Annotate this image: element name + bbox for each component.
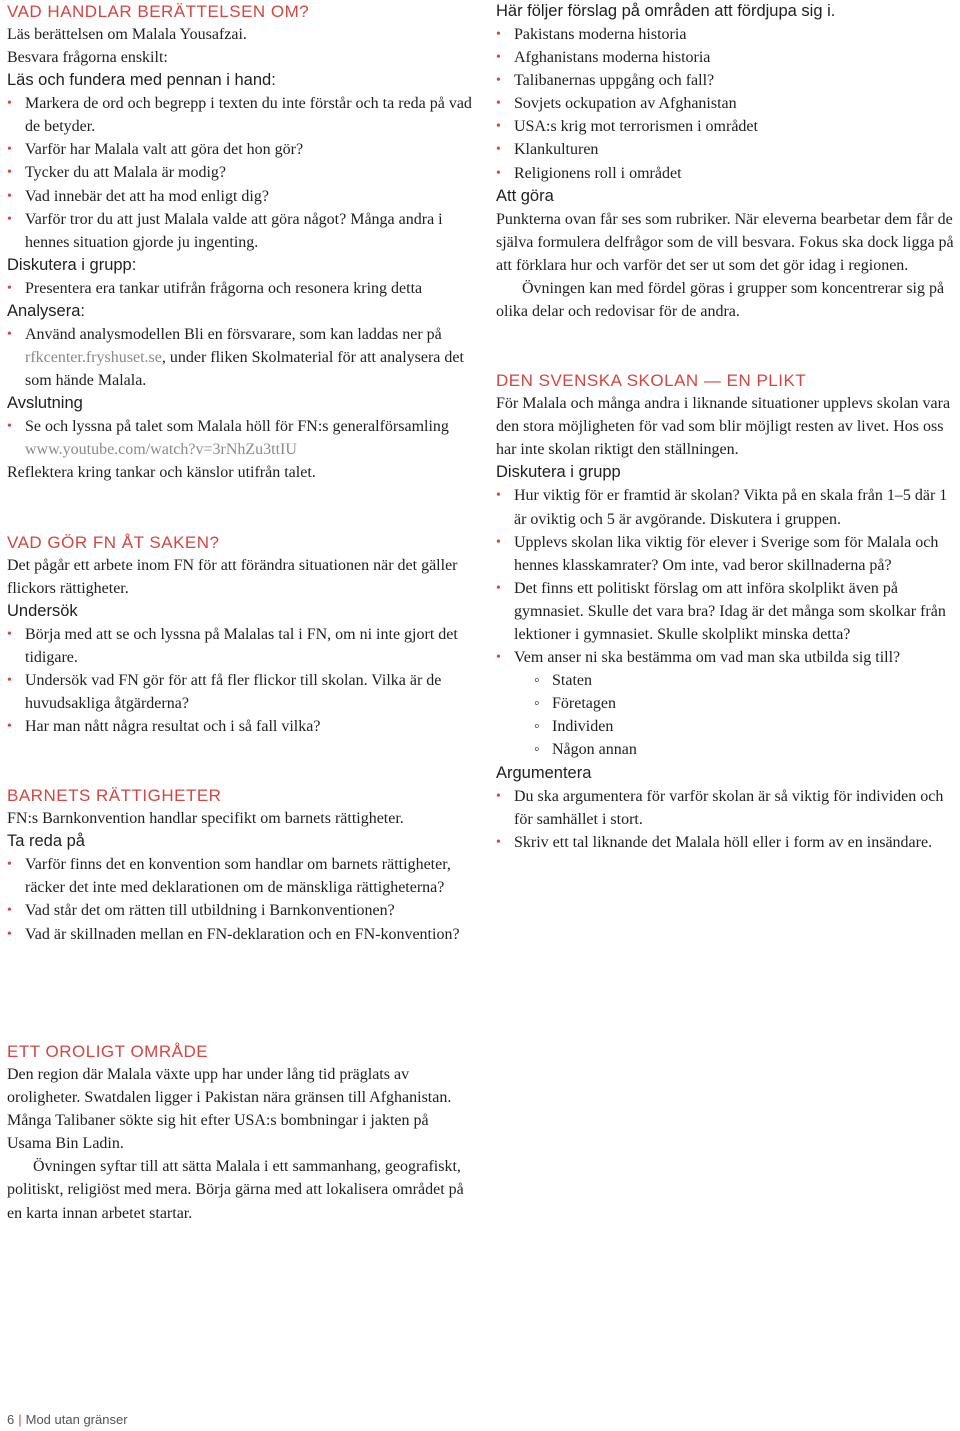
closing-list [7,415,477,461]
page-number: 6 [7,1412,15,1427]
oroligt-omrade-section [7,1040,477,1225]
spacer [496,323,958,369]
subheading-undersok: Undersök [7,601,78,620]
spacer [7,485,477,531]
instruction-text: Besvara frågorna enskilt: [7,49,168,67]
section-title-svenska-skolan: DEN SVENSKA SKOLAN — EN PLIKT [496,371,807,391]
left-column [7,0,477,946]
subheading-las-och-fundera: Läs och fundera med pennan i hand: [7,71,276,90]
list-item: • Undersök vad FN gör för att få fler flickor till skolan. Vilka är de huvudsakliga åtgärderna? [7,669,477,715]
list-item: • Har man nått några resultat och i så fall vilka? [7,715,477,738]
list-item: • Sovjets ockupation av Afghanistan [496,92,958,115]
ovning-syfte-text: Övningen syftar till att sätta Malala i ett sammanhang, geografiskt, politiskt, religiöst med mera. Börja gärna med att lokalisera området på en karta innan arbetet startar. [7,1158,464,1222]
list-item: • Du ska argumentera för varför skolan är så viktig för individen och för samhället i stort. [496,785,958,831]
youtube-link[interactable]: www.youtube.com/watch?v=3rNhZu3ttIU [25,441,297,459]
footer-separator: | [18,1412,22,1427]
att-gora-text: Punkterna ovan får ses som rubriker. När eleverna bearbetar dem får de själva formulera delfrågor som de vill besvara. Fokus ska dock ligga på att förklara hur och varför det ser ut som det gör idag i regionen. [496,210,954,274]
list-item: • Afghanistans moderna historia [496,46,958,69]
list-item: ◦ Staten [534,669,958,692]
publication-title: Mod utan gränser [25,1412,128,1427]
analysis-text-post: , under fliken Skolmaterial för att analysera det som hände Malala. [25,349,464,390]
list-item: • Religionens roll i området [496,162,958,185]
question-list [7,92,477,254]
rfkcenter-link[interactable]: rfkcenter.fryshuset.se [25,349,162,367]
discussion-list [7,277,477,300]
list-item [7,415,477,461]
list-item: • Upplevs skolan lika viktig för elever i Sverige som för Malala och hennes klasskamrater? Om inte, vad beror skillnaderna på? [496,531,958,577]
list-item [7,323,477,392]
list-item: • Vad innebär det att ha mod enligt dig? [7,185,477,208]
list-item: • Vad står det om rätten till utbildning i Barnkonventionen? [7,899,477,922]
list-item: • Tycker du att Malala är modig? [7,161,477,184]
list-item: • Vad är skillnaden mellan en FN-deklaration och en FN-konvention? [7,923,477,946]
closing-text: Se och lyssna på talet som Malala höll för FN:s generalförsamling [25,418,449,436]
list-item: • Talibanernas uppgång och fall? [496,69,958,92]
rights-list [7,853,477,945]
list-item: ◦ Någon annan [534,738,958,761]
subheading-avslutning: Avslutning [7,394,83,413]
subheading-analysera: Analysera: [7,301,85,320]
decision-sublist [496,669,958,761]
section-title-oroligt-omrade: ETT OROLIGT OMRÅDE [7,1042,209,1061]
argument-list [496,785,958,854]
list-item: • Varför finns det en konvention som handlar om barnets rättigheter, räcker det inte med deklarationen om de mänskliga rättigheterna? [7,853,477,899]
analysis-text-pre: Använd analysmodellen Bli en försvarare, som kan laddas ner på [25,325,442,343]
list-item: ◦ Företagen [534,692,958,715]
list-item: ◦ Individen [534,715,958,738]
fn-intro-text: Det pågår ett arbete inom FN för att förändra situationen när det gäller flickors rättigheter. [7,556,458,597]
list-item: • Skriv ett tal liknande det Malala höll eller i form av en insändare. [496,831,958,854]
school-list [496,484,958,669]
list-item: • Det finns ett politiskt förslag om att införa skolplikt även på gymnasiet. Skulle det vara bra? Idag är det många som skolkar från lektioner i gymnasiet. Skulle skolplikt minska detta? [496,577,958,646]
list-item: • Vem anser ni ska bestämma om vad man ska utbilda sig till? [496,646,958,669]
ovning-text: Övningen kan med fördel göras i grupper som koncentrerar sig på olika delar och redovisar för de andra. [496,279,945,321]
skolan-intro-text: För Malala och många andra i liknande situationer upplevs skolan vara den stora möjligheten för vad som blir möjligt resten av livet. Hos oss har inte skolan riktigt den ställningen. [496,395,951,459]
region-text: Den region där Malala växte upp har under lång tid präglats av oroligheter. Swatdalen ligger i Pakistan nära gränsen till Afghanistan. Många Talibaner sökte sig hit efter USA:s bombningar i jakten på Usama Bin Ladin. [7,1066,452,1153]
page-footer [7,1412,128,1427]
list-item: • Varför har Malala valt att göra det hon gör? [7,138,477,161]
section-title-barnets: BARNETS RÄTTIGHETER [7,786,222,806]
analysis-list [7,323,477,392]
subheading-ta-reda-pa: Ta reda på [7,832,85,851]
intro-text: Läs berättelsen om Malala Yousafzai. [7,26,247,43]
list-item: • Presentera era tankar utifrån frågorna och resonera kring detta [7,277,477,300]
spacer [7,738,477,784]
section-title-berattelsen: VAD HANDLAR BERÄTTELSEN OM? [7,2,310,21]
subheading-diskutera-grupp: Diskutera i grupp [496,463,621,482]
subheading-diskutera: Diskutera i grupp: [7,255,137,274]
topics-list [496,23,958,185]
list-item: • Hur viktig för er framtid är skolan? Vikta på en skala från 1–5 där 1 är oviktig och 5 är avgörande. Diskutera i gruppen. [496,484,958,530]
list-item: • Klankulturen [496,138,958,161]
section-title-fn: VAD GÖR FN ÅT SAKEN? [7,532,220,552]
list-item: • Markera de ord och begrepp i texten du inte förstår och ta reda på vad de betyder. [7,92,477,138]
list-item: • Börja med att se och lyssna på Malalas tal i FN, om ni inte gjort det tidigare. [7,623,477,669]
right-column [496,0,958,854]
reflection-text: Reflektera kring tankar och känslor utifrån talet. [7,464,316,482]
subheading-att-gora: Att göra [496,186,554,205]
subheading-fordjupa: Här följer förslag på områden att fördjupa sig i. [496,2,836,20]
list-item: • Varför tror du att just Malala valde att göra något? Många andra i hennes situation gjorde ju ingenting. [7,208,477,254]
list-item: • Pakistans moderna historia [496,23,958,46]
list-item: • USA:s krig mot terrorismen i området [496,115,958,138]
fn-list [7,623,477,738]
barnkonvention-text: FN:s Barnkonvention handlar specifikt om barnets rättigheter. [7,810,404,828]
subheading-argumentera: Argumentera [496,763,592,782]
